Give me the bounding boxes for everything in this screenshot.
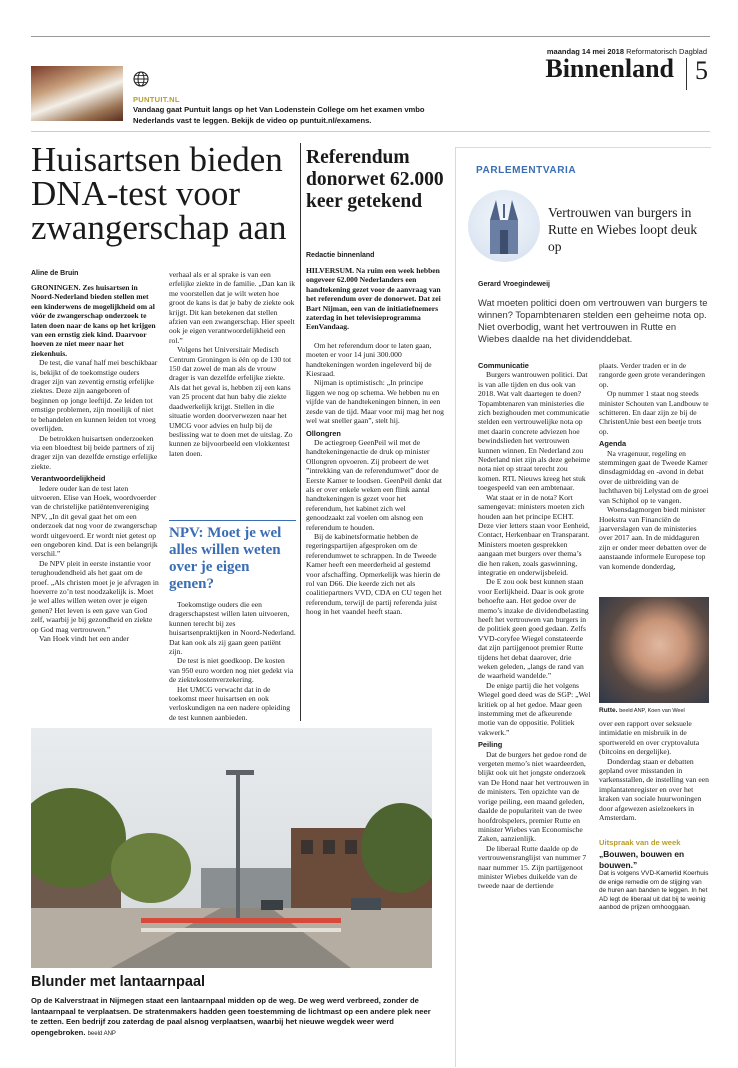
quote-explanation: Dat is volgens VVD-Kamerlid Koerhuis de enige remedie om de stijging van de huren aan banden te leggen. In het AD legt de liberaal uit dat bij te weinig aanbod de prijzen omhooggaan. — [599, 870, 709, 912]
article-paragraph: Nijman is optimistisch: „In principe liggen we nog op schema. We hebben nu en vijfde van de handtekeningen binnen, in een zesde van de tijd. Maar voor mij mag het nog wel wat sneller gaan”, stelt hij. — [306, 378, 444, 426]
article-paragraph: Dat de burgers het gedoe rond de vergeten memo’s niet waardeerden, blijkt ook uit het jongste onderzoek van De Hond naar het vertrouwen in de ministers. Ten opzichte van de vorige peiling, een maand geleden, daalde de populariteit van de twee hoofdrolspelers, premier Rutte en minister Wiebes van Economische Zaken, aanzienlijk. — [478, 749, 589, 844]
top-rule — [31, 36, 710, 37]
parlementvaria-column-1 — [478, 361, 591, 891]
parlementvaria-column-2c — [599, 719, 709, 822]
article-paragraph: De test is niet goedkoop. De kosten van 950 euro worden nog niet gedekt via de ziektekostenverzekering. — [169, 656, 294, 685]
section-title: Binnenland — [545, 54, 674, 83]
parlementvaria-headline: Vertrouwen van burgers in Rutte en Wiebes loopt deuk op — [548, 205, 698, 254]
article-subhead: Verantwoordelijkheid — [31, 474, 106, 484]
npv-rule — [169, 520, 296, 521]
article-headline: Huisartsen bieden DNA-test voor zwangerschap aan — [31, 140, 287, 247]
article-paragraph: Iedere ouder kan de test laten uitvoeren. Elise van Hoek, woordvoerder van de christelijke patiëntenvereniging NPV, „In dit geval gaat het om een onderzoek dat nog voor de zwangerschap wordt uitgevoerd. Er wordt niet getest op een ongeboren kind. Dat is een belangrijk verschil.” — [31, 483, 158, 559]
parlementvaria-subhead: Agenda — [599, 439, 627, 449]
promo-rule — [31, 131, 710, 132]
referendum-author: Redactie binnenland — [306, 252, 375, 259]
referendum-lead: HILVERSUM. Na ruim een week hebben ongeveer 62.000 Nederlanders een handtekening gezet voor de aanvraag van het referendum over de donorwet. Dat zei Bart Nijman, een van de initiatiefnemers zaterdag in het televisieprogramma EenVandaag. — [306, 266, 441, 332]
rutte-caption: Rutte. beeld ANP, Koen van Weel — [599, 707, 685, 714]
article-author: Aline de Bruin — [31, 270, 79, 277]
referendum-subhead: Ollongren — [306, 428, 341, 438]
article-lead: GRONINGEN. Zes huisartsen in Noord-Nederland bieden stellen met een kinderwens de mogelijkheid om al vóór de zwangerschap onderzoek te laten doen naar de kans op het krijgen van een ernstig ziek kind. Daarvoor hoeven ze niet meer naar het ziekenhuis. — [31, 283, 156, 358]
parlementvaria-column-2 — [599, 361, 709, 571]
article-column-2b — [169, 600, 296, 722]
article-paragraph: De test, die vanaf half mei beschikbaar is, bekijkt of de toekomstige ouders drager zijn van zeventig ernstig erfelijke ziektes. Deze zijn aangeboren of beginnen op jonge leeftijd. Ze leiden tot ernstige problemen, zijn moeilijk of niet te behandelen en kunnen leiden tot vroeg overlijden. — [31, 358, 158, 434]
article-paragraph: Woensdagmorgen biedt minister Hoekstra van Financiën de jaarverslagen van de ministeries over 2017 aan. In de middaguren zijn er onder meer debatten over de aanstaande informele Europese top van komende donderdag, — [599, 505, 707, 571]
promo-image — [31, 66, 123, 121]
promo-tag[interactable]: PUNTUIT.NL — [133, 95, 180, 104]
parlementvaria-author: Gerard Vroegindeweij — [478, 281, 550, 288]
promo-text: Vandaag gaat Puntuit langs op het Van Lodenstein College om het examen vmbo Nederlands vast te leggen. Bekijk de video op puntuit.nl/examens. — [133, 105, 425, 125]
dateline: maandag 14 mei 2018 Reformatorisch Dagblad — [546, 47, 707, 56]
article-paragraph: plaats. Verder traden er in de rangorde geen grote veranderingen op. — [599, 361, 706, 389]
parlementvaria-intro: Wat moeten politici doen om vertrouwen van burgers te winnen? Topambtenaren stelden een geheime nota op. Niet overbodig, want het vertrouwen in Rutte en Wiebes daalde na het dividenddebat. — [478, 297, 708, 344]
article-paragraph: Volgens het Universitair Medisch Centrum Groningen is één op de 130 tot 150 dat zowel de man als de vrouw drager is van dezelfde erfelijke ziekte. Als dat het geval is, hebben zij een kans van 25 procent dat hun baby die ziekte daadwerkelijk krijgt. Stellen in die situatie worden doorverwezen naar het UMCG voor advies en hulp bij de beslissing wat te doen met de uitslag. Zo kunnen ze bijvoorbeeld een vlokkentest laten doen. — [169, 345, 293, 458]
article-paragraph: De enige partij die het volgens Wiegel goed deed was de SGP: „Wel kritiek op al het gedoe. Maar geen instemming met de afkeurende motie van de oppositie. Politiek vakwerk.” — [478, 680, 591, 737]
article-paragraph: De NPV pleit in eerste instantie voor terughoudendheid als het gaat om de proef. „Als christen moet je je afvragen in hoeverre zo’n test noodzakelijk is. Moet je wel alles willen weten over je eigen genen? Het leven is een gave van God zelf, waarbij je bij gezondheid en ziekte op God mag vertrouwen.” — [31, 558, 159, 634]
article-paragraph: De E zou ook best kunnen staan voor Eerlijkheid. Daar is ook grote behoefte aan. Het gedoe over de memo’s inzake de dividendbelasting heeft het vertrouwen van burgers in de politiek geen goed gedaan. Zelfs VVD-coryfee Wiegel constateerde dat zijn partijgenoot premier Rutte tijdens het debat daarover, drie weken geleden, „langs de rand van de waarheid wandelde.” — [478, 577, 589, 681]
section-divider — [686, 58, 687, 90]
parlementvaria-subhead: Peiling — [478, 740, 503, 750]
article-paragraph: Wat staat er in de nota? Kort samengevat: ministers moeten zich houden aan het principe ECHT. Deze vier letters staan voor Eenheid, Contact, Herkenbaar en Transparant. Ministers moeten gesprekken aangaan met burgers over thema’s die hen raken, zoals gaswinning, integratie en onderwijsbeleid. — [478, 492, 590, 577]
article-paragraph: verhaal als er al sprake is van een erfelijke ziekte in de familie. „Dan kan ik me voorstellen dat je wilt weten hoe groot de kans is dat je baby de ziekte ook krijgt. Dit kan betekenen dat stellen afzien van een zwangerschap. Hier speelt ook je eigen verantwoordelijkheid een rol.” — [169, 270, 296, 345]
binnenhof-icon — [468, 190, 540, 262]
referendum-headline: Referendum donorwet 62.000 keer getekend — [306, 147, 444, 212]
parlementvaria-subhead: Communicatie — [478, 361, 529, 370]
article-paragraph: Toekomstige ouders die een dragerschapstest willen laten uitvoeren, kunnen terecht bij zes huisartsenpraktijken in Noord-Nederland. Dat kan ook als zij gaan geen patiënt zijn. — [169, 600, 296, 657]
street-photo — [31, 728, 432, 968]
page-number: 5 — [695, 56, 708, 85]
photo-caption: Op de Kalverstraat in Nijmegen staat een lantaarnpaal midden op de weg. De weg werd verbreed, zonder de lantaarnpaal te verplaatsen. De stratenmakers hadden geen toestemming de lichtmast op een andere plek neer te zetten. Een bedrijf zou zaterdag de paal alsnog verplaatsen, waarbij het nieuwe wegdek weer werd opengebroken. beeld ANP — [31, 996, 431, 1037]
article-paragraph: over een rapport over seksuele intimidatie en misbruik in de sportwereld en over cryptovaluta (bitcoins en dergelijke). — [599, 719, 700, 757]
photo-title: Blunder met lantaarnpaal — [31, 974, 206, 990]
article-paragraph: Om het referendum door te laten gaan, moeten er voor 14 juni 300.000 handtekeningen worden ingeleverd bij de Kiesraad. — [306, 340, 432, 379]
article-paragraph: Burgers wantrouwen politici. Dat is van alle tijden en dus ook van 2018. Wat valt daartegen te doen? Topambtenaren van ministeries die zich bezighouden met communicatie stelden een vertrouwelijke nota op met daarin concrete adviezen hoe bewindslieden het vertrouwen kunnen winnen. En Nederland zou Nederland niet zijn als deze geheime nota niet op straat terecht zou komen. RTL Nieuws kreeg het stuk toegespeeld van een ambtenaar. — [478, 370, 590, 493]
article2-divider — [300, 143, 301, 721]
article-paragraph: Op nummer 1 staat nog steeds minister Schouten van Landbouw te schitteren. En daar zijn ze bij de ChristenUnie best een beetje trots op. — [599, 389, 709, 436]
article-paragraph: Van Hoek vindt het een ander — [39, 634, 130, 644]
article-paragraph: Bij de kabinetsformatie hebben de regeringspartijen afgesproken om de referendumwet te schrappen. In de Tweede Kamer heeft een meerderheid al gestemd voor afschaffing. Opmerkelijk was hierin de rol van D66. Die keerde zich net als coalitiepartners VVD, CDA en CU tegen het referendum, terwijl de partij referenda juist hoog in het vaandel heeft staan. — [306, 531, 442, 617]
rutte-photo — [599, 597, 709, 703]
photo-credit: beeld ANP — [87, 1030, 116, 1037]
article-paragraph: Na vragenuur, regeling en stemmingen gaat de Tweede Kamer dinsdagmiddag en -avond in debat over de uitbreiding van de luchthaven bij Lelystad om de groei van Schiphol op te vangen. — [599, 448, 709, 505]
referendum-column — [306, 266, 444, 617]
article-paragraph: Het UMCG verwacht dat in de toekomst meer huisartsen en ook verloskundigen na een nadere opleiding de test kunnen aanbieden. — [169, 684, 291, 722]
quote-tag: Uitspraak van de week — [599, 838, 681, 847]
parlementvaria-tag: PARLEMENTVARIA — [476, 165, 577, 176]
article-paragraph: De betrokken huisartsen onderzoeken via een bloedtest bij beide partners of zij drager zijn van dezelfde ernstige erfelijke ziekte. — [31, 433, 158, 471]
article-column-2 — [169, 270, 296, 458]
article-paragraph: De liberaal Rutte daalde op de vertrouwensranglijst van nummer 7 naar nummer 15. Zijn partijgenoot minister Wiebes duikelde van de tweede naar de dertiende — [478, 843, 587, 891]
quote-text: „Bouwen, bouwen en bouwen.” — [599, 849, 685, 870]
globe-icon — [133, 71, 149, 87]
article-paragraph: De actiegroep GeenPeil wil met de handtekeningenactie de druk op minister Ollongren opvoeren. Zij probeert de wet ”intrekking van de referendumwet” door de Eerste Kamer te loodsen. GeenPeil denkt dat als er over enkele weken een flink aantal handtekeningen is gezet voor het referendum, het kabinet zich wel genoodzaakt zal voelen om alsnog een referendum te houden. — [306, 437, 443, 532]
article-paragraph: Donderdag staan er debatten gepland over misstanden in varkensstallen, de instelling van een implantatenregister en over het kraken van sociale huurwoningen door afgewezen asielzoekers in Amsterdam. — [599, 756, 709, 823]
npv-headline: NPV: Moet je wel alles willen weten over je eigen genen? — [169, 525, 282, 592]
article-column-1 — [31, 283, 159, 643]
